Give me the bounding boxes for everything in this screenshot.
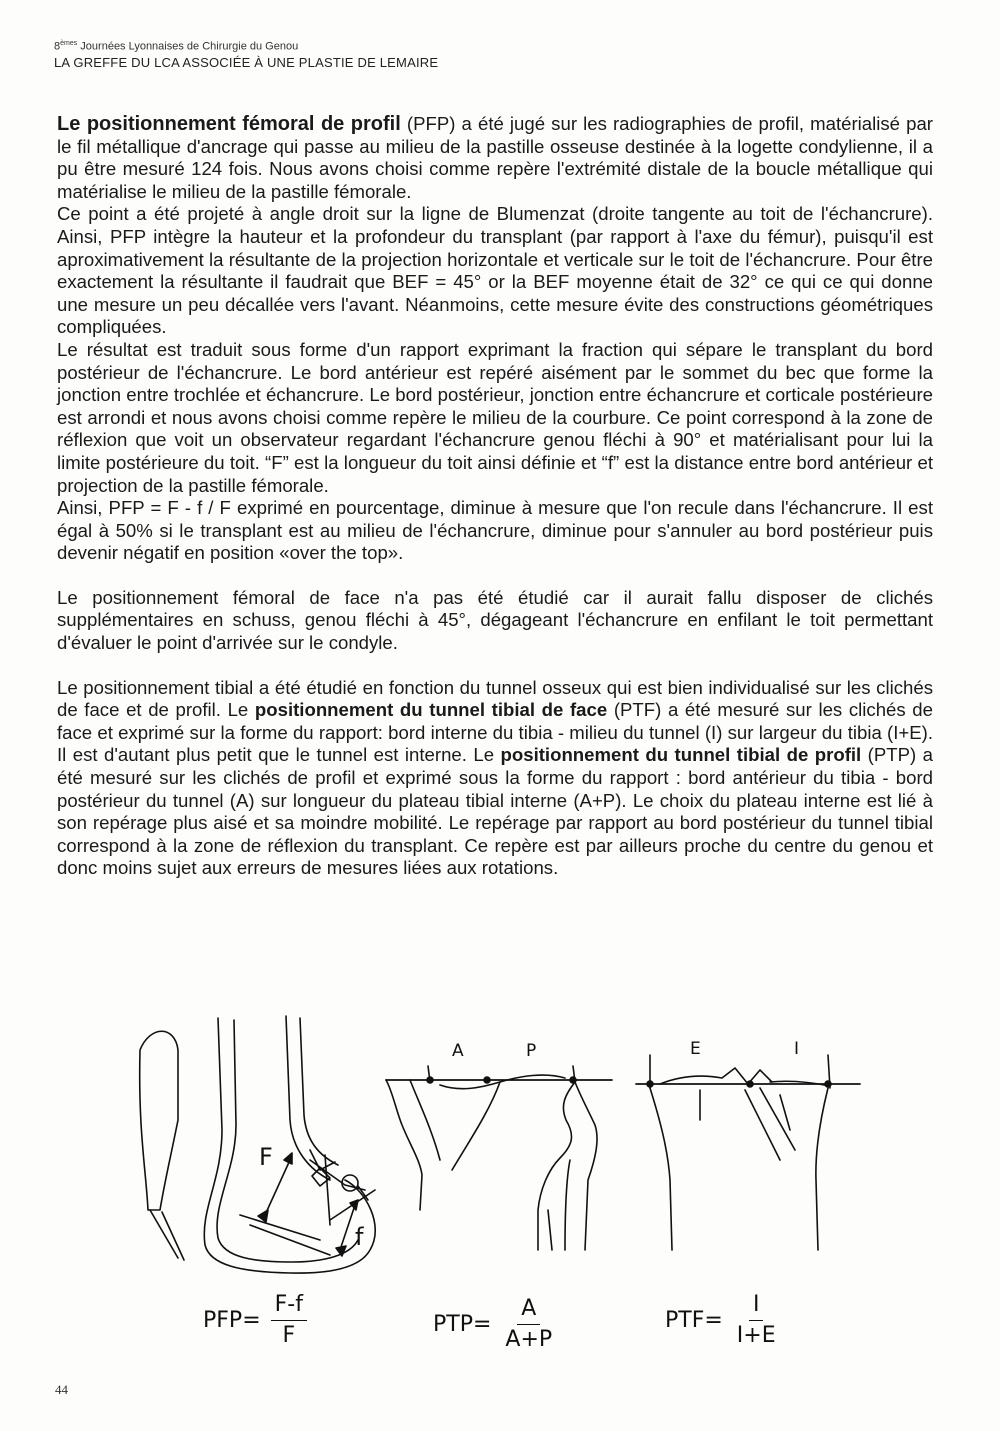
running-header bbox=[54, 36, 438, 71]
formula-fraction bbox=[733, 1292, 780, 1349]
paragraph-text: (PTP) a été mesuré sur les clichés de profil et exprimé sous la forme du rapport : bord antérieur du tibia - bord postérieur du tunnel (A) sur longueur du plateau tibial interne (A+P). Le choix du plateau interne est lié à son repérage plus aisé et sa moindre mobilité. Le repérage par rapport au bord postérieur du tunnel tibial correspond à la zone de réflexion du transplant. Ce repère est par ailleurs proche du centre du genou et donc moins sujet aux erreurs de mesures liées aux rotations. bbox=[57, 744, 933, 879]
formula-pfp bbox=[203, 1292, 307, 1349]
label-P: P bbox=[526, 1041, 537, 1061]
formula-denominator: I+E bbox=[736, 1323, 776, 1348]
term-ptf: positionnement du tunnel tibial de face bbox=[254, 699, 608, 721]
formula-fraction bbox=[501, 1296, 556, 1353]
paragraph-text: Le positionnement tibial a été étudié en fonction du tunnel osseux qui est bien individualisé sur les clichés de face et de profil. Le bbox=[57, 676, 933, 721]
arrow-F-head-bottom bbox=[258, 1210, 268, 1222]
arrow-f-head-bottom bbox=[336, 1246, 346, 1256]
formula-lhs: PTP= bbox=[433, 1312, 492, 1337]
label-I: I bbox=[794, 1039, 800, 1059]
paragraph-text: (PTF) a été mesuré sur les clichés de face et exprimé sur la forme du rapport: bord interne du tibia - milieu du tunnel (I) sur largeur du tibia (I+E). Il est d'autant plus petit que le tunnel est interne. Le bbox=[57, 699, 933, 766]
formula-fraction bbox=[271, 1292, 307, 1349]
paragraph-text: (PFP) a été jugé sur les radiographies de profil, matérialisé par le fil métallique d'ancrage qui passe au milieu de la pastille osseuse destinée à la logette condylienne, il a pu être mesuré 124 fois. Nous avons choisi comme repère l'extrémité distale de la boucle métallique qui matérialise le milieu de la pastille fémorale. bbox=[57, 113, 933, 202]
header-edition-suffix: èmes bbox=[60, 40, 78, 47]
label-F: F bbox=[259, 1143, 273, 1171]
formula-numerator: I bbox=[749, 1292, 764, 1321]
label-E: E bbox=[690, 1039, 701, 1059]
formula-denominator: F bbox=[282, 1323, 296, 1348]
tibia-frontal-diagram bbox=[636, 1055, 860, 1250]
article-body bbox=[57, 113, 933, 880]
paragraph-femoral-face: Le positionnement fémoral de face n'a pas été étudié car il aurait fallu disposer de clichés supplémentaires en schuss, genou fléchi à 45°, dégageant l'échancrure en enfilant le toit permettant d'évaluer le point d'arrivée sur le condyle. bbox=[57, 586, 933, 654]
formula-lhs: PFP= bbox=[203, 1308, 261, 1333]
formula-lhs: PTF= bbox=[665, 1308, 723, 1333]
measurement-figure bbox=[0, 1010, 1000, 1360]
femur-lateral-diagram bbox=[140, 1016, 376, 1273]
tibia-lateral-diagram bbox=[386, 1066, 612, 1250]
arrow-F-head-top bbox=[284, 1153, 292, 1164]
paragraph-pfp-formula: Ainsi, PFP = F - f / F exprimé en pourcentage, diminue à mesure que l'on recule dans l'échancrure. Il est égal à 50% si le transplant est au milieu de l'échancrure, diminue pour s'annuler au bord postérieur puis devenir négatif en position «over the top». bbox=[57, 497, 933, 564]
label-f: f bbox=[355, 1223, 364, 1251]
paragraph-tibial bbox=[57, 677, 933, 880]
page-number: 44 bbox=[55, 1382, 68, 1397]
header-edition-number: 8 bbox=[54, 40, 61, 53]
paragraph-ratio: Le résultat est traduit sous forme d'un rapport exprimant la fraction qui sépare le transplant du bord postérieur de l'échancrure. Le bord antérieur est repéré aisément par le sommet du bec que forme la jonction entre trochlée et échancrure. Le bord postérieur, jonction entre échancrure et corticale postérieure est arrondi et nous avons choisi comme repère le milieu de la courbure. Ce point correspond à la zone de réflexion que voit un observateur regardant l'échancrure genou fléchi à 90° et matérialisant pour lui la limite postérieure du toit. “F” est la longueur du toit ainsi définie et “f” est la distance entre bord antérieur et projection de la pastille fémorale. bbox=[57, 338, 933, 496]
formula-numerator: A bbox=[517, 1296, 540, 1325]
formula-denominator: A+P bbox=[505, 1327, 553, 1352]
term-ptp: positionnement du tunnel tibial de profil bbox=[500, 744, 862, 766]
paragraph-blumenzat: Ce point a été projeté à angle droit sur la ligne de Blumenzat (droite tangente au toit de l'échancrure). Ainsi, PFP intègre la hauteur et la profondeur du transplant (par rapport à l'axe du fémur), puisqu'il est aproximativement la résultante de la projection horizontale et verticale sur le toit de l'échancrure. Pour être exactement la résultante il faudrait que BEF = 45° or la BEF moyenne était de 32° ce qui ce qui donne une mesure un peu décallée vers l'avant. Néanmoins, cette mesure évite des constructions géométriques compliquées. bbox=[57, 203, 933, 338]
formula-ptp bbox=[433, 1296, 556, 1353]
header-conference-line bbox=[54, 36, 438, 55]
header-conference-title: Journées Lyonnaises de Chirurgie du Genou bbox=[77, 40, 299, 53]
term-pfp: Le positionnement fémoral de profil bbox=[57, 113, 401, 135]
header-article-title: LA GREFFE DU LCA ASSOCIÉE À UNE PLASTIE DE LEMAIRE bbox=[54, 54, 439, 70]
formula-ptf bbox=[665, 1292, 780, 1349]
label-A: A bbox=[452, 1041, 464, 1061]
paragraph-pfp-definition bbox=[57, 113, 933, 203]
formula-numerator: F-f bbox=[271, 1292, 307, 1321]
